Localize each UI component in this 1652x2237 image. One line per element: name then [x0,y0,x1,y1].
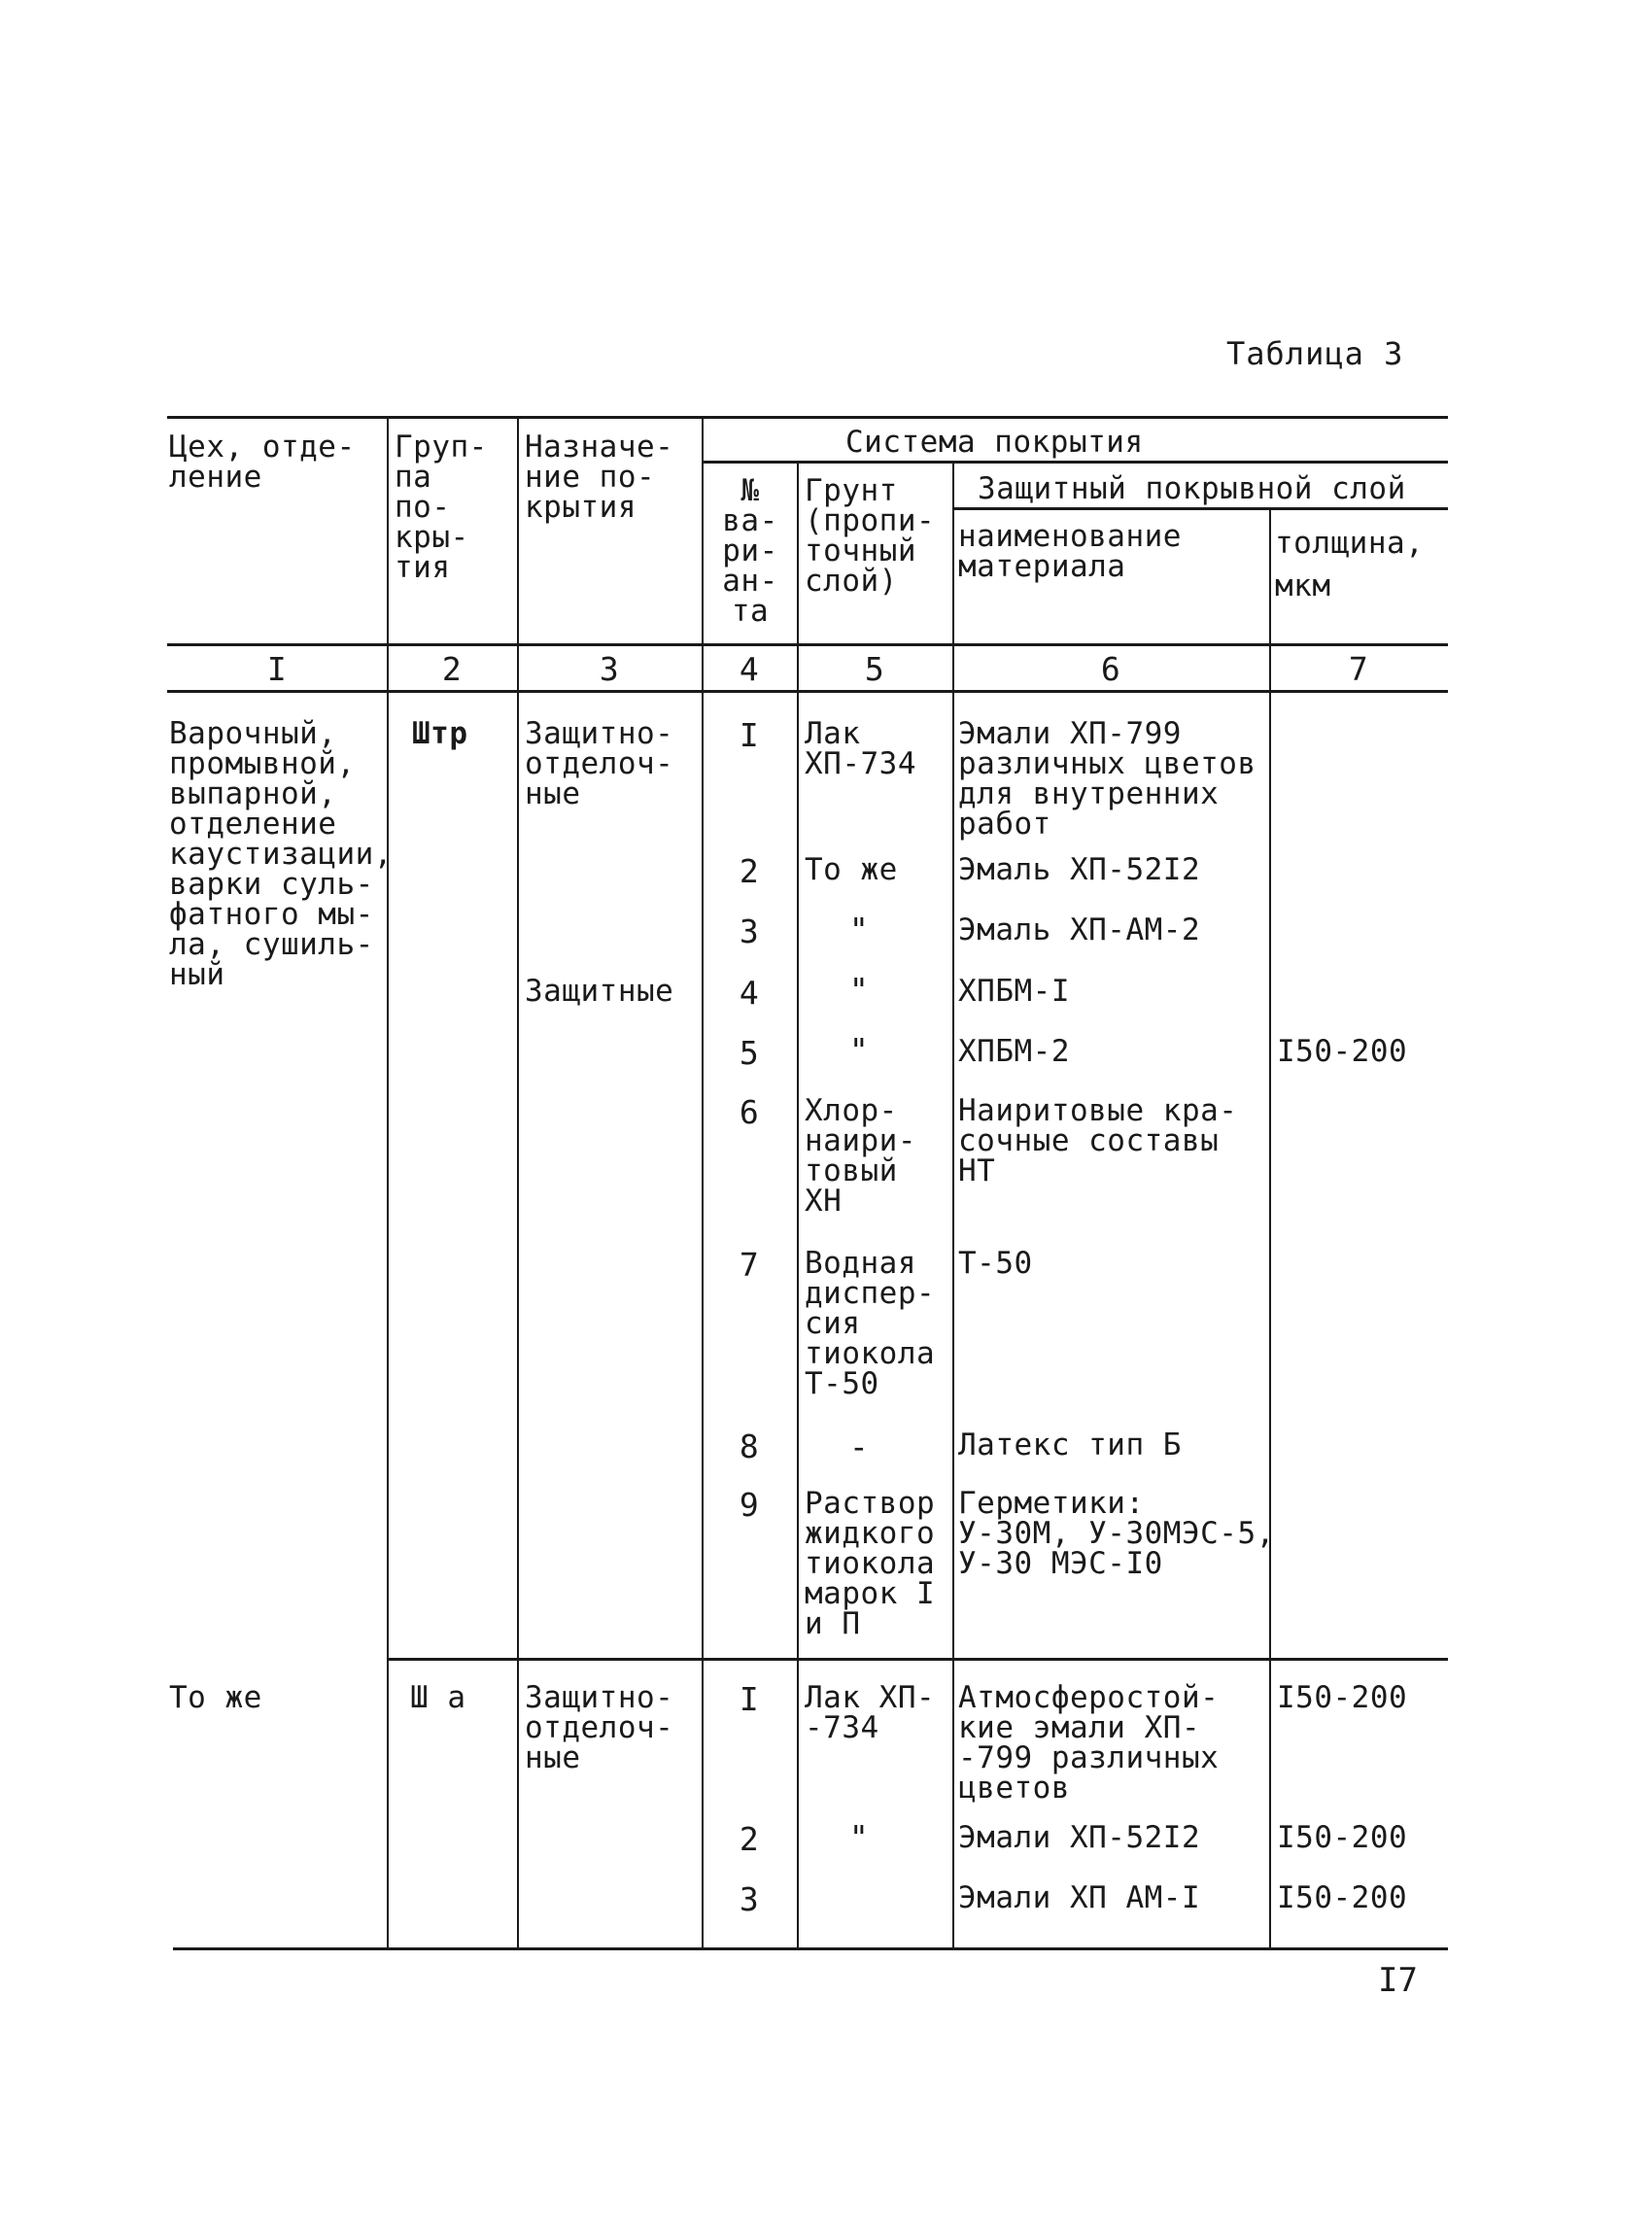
header-variant: № ва- ри- ан- та [722,473,778,629]
column-number-7: 7 [1348,650,1369,688]
header-bottom-rule [167,643,1448,646]
header-coating-system: Система покрытия [845,425,1144,460]
primer: Раствор жидкого тиокола марок I и П [805,1486,936,1641]
section1-group: Штр [412,716,468,751]
section1-thickness: I50-200 [1277,1034,1408,1069]
primer: " [848,971,870,1009]
variant-number: 2 [739,852,760,890]
bottom-rule [173,1947,1448,1950]
column-number-3: 3 [599,650,620,688]
header-primer: Грунт (пропи- точный слой) [805,473,936,599]
material: ХПБМ-2 [958,1034,1070,1069]
col-divider-1 [387,418,389,1948]
column-number-5: 5 [864,650,885,688]
colnum-bottom-rule [167,690,1448,693]
variant-number: 2 [739,1820,760,1858]
thickness: I50-200 [1277,1880,1408,1915]
section-divider-rule [387,1658,1448,1661]
variant-number: 4 [739,974,760,1012]
primer: Лак ХП-734 [805,716,916,781]
header-protective-layer: Защитный покрывной слой [978,471,1406,506]
section1-purpose-protective-finishing: Защитно- отделоч- ные [525,716,674,811]
material: Эмали ХП-52I2 [958,1820,1201,1855]
protective-rule [952,507,1448,510]
variant-number: 9 [739,1486,760,1524]
col-divider-2 [517,418,519,1948]
primer: Водная диспер- сия тиокола Т-50 [805,1246,936,1401]
variant-number: 3 [739,912,760,950]
system-rule [702,461,1448,464]
variant-number: 5 [739,1034,760,1072]
section2-workshop: То же [169,1680,262,1715]
column-number-1: I [266,650,288,688]
material: Эмаль ХП-АМ-2 [958,912,1201,947]
column-number-4: 4 [739,650,760,688]
primer: - [848,1428,870,1465]
material: Эмали ХП АМ-I [958,1880,1201,1915]
primer: " [848,1818,870,1856]
col-divider-4 [797,463,799,1948]
variant-number: 3 [739,1880,760,1918]
variant-number: 6 [739,1093,760,1131]
col-divider-3 [702,418,704,1948]
material: Т-50 [958,1246,1033,1281]
material: Латекс тип Б [958,1428,1182,1463]
column-number-6: 6 [1100,650,1121,688]
header-thickness: толщина, мкм [1275,526,1425,603]
thickness: I50-200 [1277,1820,1408,1855]
top-rule [167,416,1448,419]
variant-number: I [739,1680,760,1718]
material: Эмаль ХП-52I2 [958,852,1201,887]
page-number: I7 [1378,1961,1418,2000]
primer: " [848,911,870,948]
primer: То же [805,852,898,887]
variant-number: 7 [739,1246,760,1284]
material: ХПБМ-I [958,974,1070,1009]
table-caption: Таблица 3 [1226,335,1404,372]
header-material-name: наименование материала [958,519,1182,584]
column-number-2: 2 [441,650,463,688]
header-group: Груп- па по- кры- тия [395,430,488,585]
material: Атмосферостой- кие эмали ХП- -799 различных цветов [958,1680,1220,1806]
col-divider-5 [952,463,954,1948]
primer: " [848,1031,870,1069]
col-divider-6 [1269,509,1271,1948]
variant-number: 8 [739,1428,760,1465]
section1-workshop: Варочный, промывной, выпарной, отделение каустизации, варки суль- фатного мы- ла, сушиль- ный [169,716,393,992]
material: Наиритовые кра- сочные составы НТ [958,1093,1238,1188]
thickness: I50-200 [1277,1680,1408,1715]
section2-group: Ш а [410,1680,466,1715]
section1-purpose-protective: Защитные [525,974,674,1009]
section2-purpose: Защитно- отделоч- ные [525,1680,674,1775]
primer: Хлор- наири- товый ХН [805,1093,916,1219]
primer: Лак ХП- -734 [805,1680,936,1745]
material: Эмали ХП-799 различных цветов для внутренних работ [958,716,1256,842]
header-purpose: Назначе- ние по- крытия [525,430,674,525]
material: Герметики: У-30М, У-30МЭС-5, У-30 МЭС-I0 [958,1486,1275,1581]
header-workshop: Цех, отде- ление [169,430,356,495]
variant-number: I [739,716,760,754]
